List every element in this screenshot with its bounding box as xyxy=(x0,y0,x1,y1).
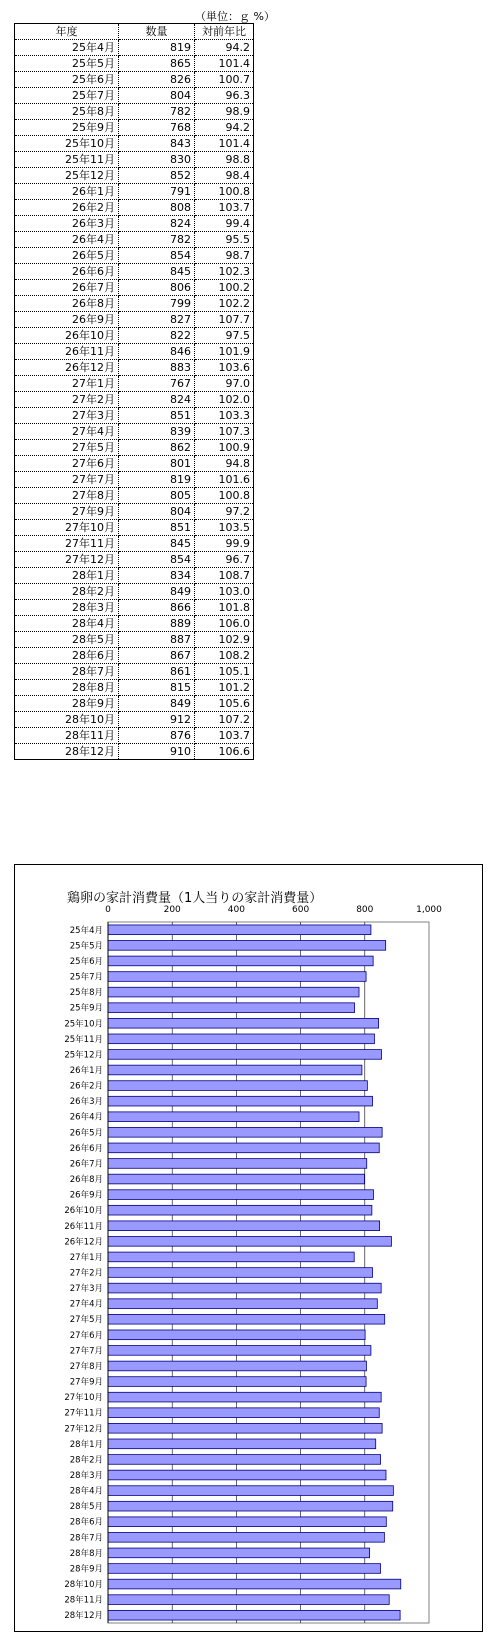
cell-yoy: 98.8 xyxy=(195,152,254,168)
category-label: 27年9月 xyxy=(69,1377,103,1388)
cell-yoy: 105.6 xyxy=(195,696,254,712)
bar xyxy=(108,1455,381,1465)
table-row xyxy=(15,296,254,312)
cell-period: 25年8月 xyxy=(15,104,119,120)
table-row xyxy=(15,520,254,536)
cell-quantity: 876 xyxy=(119,728,195,744)
category-label: 25年10月 xyxy=(64,1019,103,1030)
cell-quantity: 866 xyxy=(119,600,195,616)
category-label: 26年3月 xyxy=(69,1097,103,1108)
cell-yoy: 101.2 xyxy=(195,680,254,696)
cell-yoy: 100.9 xyxy=(195,440,254,456)
cell-quantity: 839 xyxy=(119,424,195,440)
category-label: 27年5月 xyxy=(69,1315,103,1326)
bar xyxy=(108,1439,376,1449)
cell-yoy: 98.9 xyxy=(195,104,254,120)
table-row xyxy=(15,328,254,344)
cell-quantity: 805 xyxy=(119,488,195,504)
bar xyxy=(108,1579,401,1589)
cell-period: 25年11月 xyxy=(15,152,119,168)
x-tick-label: 600 xyxy=(292,905,310,915)
table-row xyxy=(15,552,254,568)
table-row xyxy=(15,616,254,632)
table-row xyxy=(15,40,254,56)
cell-yoy: 100.7 xyxy=(195,72,254,88)
cell-quantity: 867 xyxy=(119,648,195,664)
cell-period: 25年4月 xyxy=(15,40,119,56)
cell-quantity: 806 xyxy=(119,280,195,296)
cell-period: 25年5月 xyxy=(15,56,119,72)
cell-yoy: 102.0 xyxy=(195,392,254,408)
cell-quantity: 815 xyxy=(119,680,195,696)
bar xyxy=(108,1610,400,1620)
cell-yoy: 103.7 xyxy=(195,728,254,744)
bar xyxy=(108,1003,355,1013)
cell-period: 28年3月 xyxy=(15,600,119,616)
category-label: 27年7月 xyxy=(69,1346,103,1357)
cell-quantity: 861 xyxy=(119,664,195,680)
table-row xyxy=(15,216,254,232)
table-row xyxy=(15,72,254,88)
bar xyxy=(108,1517,386,1527)
category-label: 27年6月 xyxy=(69,1330,103,1341)
cell-yoy: 103.6 xyxy=(195,360,254,376)
category-label: 27年1月 xyxy=(69,1252,103,1263)
bar xyxy=(108,1252,354,1262)
bar xyxy=(108,1096,373,1106)
cell-quantity: 910 xyxy=(119,744,195,760)
bar xyxy=(108,987,359,997)
cell-yoy: 101.4 xyxy=(195,56,254,72)
cell-yoy: 97.2 xyxy=(195,504,254,520)
category-label: 28年7月 xyxy=(69,1533,103,1544)
cell-yoy: 101.6 xyxy=(195,472,254,488)
cell-yoy: 98.7 xyxy=(195,248,254,264)
bar xyxy=(108,1205,372,1215)
cell-period: 26年8月 xyxy=(15,296,119,312)
cell-quantity: 851 xyxy=(119,408,195,424)
bar xyxy=(108,1174,364,1184)
table-row xyxy=(15,120,254,136)
cell-yoy: 106.0 xyxy=(195,616,254,632)
category-label: 27年8月 xyxy=(69,1361,103,1372)
cell-quantity: 808 xyxy=(119,200,195,216)
table-row xyxy=(15,568,254,584)
bar xyxy=(108,972,366,982)
cell-quantity: 851 xyxy=(119,520,195,536)
category-label: 25年6月 xyxy=(69,956,103,967)
table-row xyxy=(15,56,254,72)
category-label: 26年7月 xyxy=(69,1159,103,1170)
bar xyxy=(108,1283,381,1293)
category-label: 28年1月 xyxy=(69,1439,103,1450)
category-label: 26年1月 xyxy=(69,1065,103,1076)
table-row xyxy=(15,312,254,328)
cell-period: 26年1月 xyxy=(15,184,119,200)
table-row xyxy=(15,648,254,664)
bar xyxy=(108,925,371,935)
table-row xyxy=(15,408,254,424)
bar xyxy=(108,956,373,966)
cell-period: 27年6月 xyxy=(15,456,119,472)
cell-yoy: 96.7 xyxy=(195,552,254,568)
category-label: 28年4月 xyxy=(69,1486,103,1497)
table-row xyxy=(15,232,254,248)
cell-yoy: 103.7 xyxy=(195,200,254,216)
cell-period: 25年7月 xyxy=(15,88,119,104)
cell-quantity: 824 xyxy=(119,392,195,408)
cell-period: 28年10月 xyxy=(15,712,119,728)
cell-quantity: 849 xyxy=(119,584,195,600)
bar xyxy=(108,1221,380,1231)
cell-yoy: 108.7 xyxy=(195,568,254,584)
cell-period: 25年12月 xyxy=(15,168,119,184)
table-row xyxy=(15,376,254,392)
cell-yoy: 107.7 xyxy=(195,312,254,328)
table-row xyxy=(15,696,254,712)
category-label: 25年11月 xyxy=(64,1034,103,1045)
bar xyxy=(108,1112,359,1122)
cell-period: 27年8月 xyxy=(15,488,119,504)
category-label: 26年4月 xyxy=(69,1112,103,1123)
bar xyxy=(108,1314,385,1324)
cell-period: 27年9月 xyxy=(15,504,119,520)
cell-period: 26年4月 xyxy=(15,232,119,248)
chart-title: 鶏卵の家計消費量（1人当りの家計消費量） xyxy=(67,891,323,906)
cell-yoy: 100.8 xyxy=(195,488,254,504)
cell-period: 25年10月 xyxy=(15,136,119,152)
cell-period: 27年7月 xyxy=(15,472,119,488)
category-label: 25年9月 xyxy=(69,1003,103,1014)
cell-period: 28年7月 xyxy=(15,664,119,680)
bar-chart xyxy=(15,865,484,1633)
category-label: 28年6月 xyxy=(69,1517,103,1528)
cell-quantity: 799 xyxy=(119,296,195,312)
category-label: 26年10月 xyxy=(64,1206,103,1217)
bar xyxy=(108,1050,381,1060)
category-label: 28年12月 xyxy=(64,1611,103,1622)
cell-quantity: 819 xyxy=(119,472,195,488)
bar xyxy=(108,1143,379,1153)
column-header-quantity: 数量 xyxy=(119,24,195,40)
bar xyxy=(108,1159,367,1169)
category-label: 25年7月 xyxy=(69,972,103,983)
table-row xyxy=(15,248,254,264)
cell-yoy: 99.4 xyxy=(195,216,254,232)
category-label: 28年10月 xyxy=(64,1580,103,1591)
bar xyxy=(108,1018,379,1028)
table-row xyxy=(15,104,254,120)
cell-yoy: 103.3 xyxy=(195,408,254,424)
cell-yoy: 99.9 xyxy=(195,536,254,552)
table-row xyxy=(15,168,254,184)
bar xyxy=(108,1423,382,1433)
column-header-period: 年度 xyxy=(15,24,119,40)
category-label: 25年4月 xyxy=(69,925,103,936)
bar xyxy=(108,1190,373,1200)
category-label: 25年8月 xyxy=(69,988,103,999)
cell-period: 28年5月 xyxy=(15,632,119,648)
cell-quantity: 791 xyxy=(119,184,195,200)
category-label: 26年2月 xyxy=(69,1081,103,1092)
bar xyxy=(108,1470,386,1480)
cell-yoy: 98.4 xyxy=(195,168,254,184)
category-label: 26年5月 xyxy=(69,1128,103,1139)
cell-yoy: 101.9 xyxy=(195,344,254,360)
cell-period: 26年12月 xyxy=(15,360,119,376)
cell-quantity: 887 xyxy=(119,632,195,648)
cell-quantity: 849 xyxy=(119,696,195,712)
cell-period: 26年9月 xyxy=(15,312,119,328)
cell-quantity: 826 xyxy=(119,72,195,88)
table-row xyxy=(15,344,254,360)
cell-period: 28年12月 xyxy=(15,744,119,760)
table-row xyxy=(15,584,254,600)
bar xyxy=(108,1532,384,1542)
category-label: 27年12月 xyxy=(64,1424,103,1435)
cell-yoy: 94.2 xyxy=(195,120,254,136)
bar xyxy=(108,1361,366,1371)
table-row xyxy=(15,360,254,376)
cell-yoy: 103.0 xyxy=(195,584,254,600)
cell-quantity: 912 xyxy=(119,712,195,728)
cell-yoy: 108.2 xyxy=(195,648,254,664)
category-label: 27年4月 xyxy=(69,1299,103,1310)
bar xyxy=(108,1548,370,1558)
category-label: 28年9月 xyxy=(69,1564,103,1575)
table-row xyxy=(15,152,254,168)
cell-period: 25年9月 xyxy=(15,120,119,136)
x-tick-label: 400 xyxy=(227,905,245,915)
cell-quantity: 843 xyxy=(119,136,195,152)
cell-period: 26年3月 xyxy=(15,216,119,232)
category-label: 27年11月 xyxy=(64,1408,103,1419)
bar xyxy=(108,1034,374,1044)
table-row xyxy=(15,456,254,472)
table-header-row xyxy=(15,24,254,40)
bar xyxy=(108,1408,379,1418)
x-tick-label: 1,000 xyxy=(416,905,442,915)
category-label: 28年11月 xyxy=(64,1595,103,1606)
bar xyxy=(108,1377,366,1387)
bar xyxy=(108,1237,391,1247)
category-label: 28年5月 xyxy=(69,1502,103,1513)
bar xyxy=(108,1564,381,1574)
cell-yoy: 106.6 xyxy=(195,744,254,760)
cell-yoy: 107.2 xyxy=(195,712,254,728)
table-row xyxy=(15,136,254,152)
table-row xyxy=(15,488,254,504)
cell-period: 26年2月 xyxy=(15,200,119,216)
bar xyxy=(108,1392,381,1402)
table-row xyxy=(15,744,254,760)
cell-period: 26年7月 xyxy=(15,280,119,296)
column-header-yoy: 対前年比 xyxy=(195,24,254,40)
cell-yoy: 100.2 xyxy=(195,280,254,296)
table-row xyxy=(15,88,254,104)
bar xyxy=(108,1501,393,1511)
cell-quantity: 834 xyxy=(119,568,195,584)
cell-quantity: 854 xyxy=(119,552,195,568)
bar xyxy=(108,1127,382,1137)
cell-period: 27年2月 xyxy=(15,392,119,408)
cell-quantity: 822 xyxy=(119,328,195,344)
x-tick-label: 800 xyxy=(356,905,374,915)
table-row xyxy=(15,536,254,552)
cell-period: 26年10月 xyxy=(15,328,119,344)
table-row xyxy=(15,200,254,216)
cell-period: 26年6月 xyxy=(15,264,119,280)
cell-period: 28年2月 xyxy=(15,584,119,600)
bar xyxy=(108,1330,365,1340)
cell-period: 27年10月 xyxy=(15,520,119,536)
category-label: 28年2月 xyxy=(69,1455,103,1466)
cell-period: 27年1月 xyxy=(15,376,119,392)
cell-yoy: 97.5 xyxy=(195,328,254,344)
cell-period: 28年1月 xyxy=(15,568,119,584)
cell-quantity: 824 xyxy=(119,216,195,232)
category-label: 27年2月 xyxy=(69,1268,103,1279)
cell-period: 27年3月 xyxy=(15,408,119,424)
cell-quantity: 846 xyxy=(119,344,195,360)
cell-period: 25年6月 xyxy=(15,72,119,88)
table-row xyxy=(15,728,254,744)
category-label: 26年11月 xyxy=(64,1221,103,1232)
chart-area xyxy=(14,864,483,1632)
bar xyxy=(108,1346,371,1356)
cell-period: 27年11月 xyxy=(15,536,119,552)
cell-quantity: 801 xyxy=(119,456,195,472)
cell-quantity: 852 xyxy=(119,168,195,184)
table-row xyxy=(15,184,254,200)
bar xyxy=(108,1595,389,1605)
cell-yoy: 102.2 xyxy=(195,296,254,312)
table-row xyxy=(15,664,254,680)
table-row xyxy=(15,504,254,520)
table-row xyxy=(15,280,254,296)
cell-yoy: 100.8 xyxy=(195,184,254,200)
table-row xyxy=(15,424,254,440)
cell-quantity: 767 xyxy=(119,376,195,392)
cell-quantity: 782 xyxy=(119,232,195,248)
cell-quantity: 830 xyxy=(119,152,195,168)
x-tick-label: 200 xyxy=(163,905,181,915)
table-row xyxy=(15,472,254,488)
category-label: 26年6月 xyxy=(69,1143,103,1154)
cell-quantity: 804 xyxy=(119,88,195,104)
table-row xyxy=(15,632,254,648)
cell-period: 28年8月 xyxy=(15,680,119,696)
cell-yoy: 103.5 xyxy=(195,520,254,536)
cell-yoy: 94.8 xyxy=(195,456,254,472)
cell-yoy: 95.5 xyxy=(195,232,254,248)
cell-quantity: 865 xyxy=(119,56,195,72)
cell-quantity: 854 xyxy=(119,248,195,264)
cell-period: 27年12月 xyxy=(15,552,119,568)
cell-period: 28年4月 xyxy=(15,616,119,632)
table-row xyxy=(15,392,254,408)
cell-quantity: 883 xyxy=(119,360,195,376)
category-label: 25年12月 xyxy=(64,1050,103,1061)
cell-yoy: 101.8 xyxy=(195,600,254,616)
cell-period: 28年11月 xyxy=(15,728,119,744)
data-table xyxy=(14,23,254,760)
cell-quantity: 819 xyxy=(119,40,195,56)
table-row xyxy=(15,600,254,616)
cell-quantity: 845 xyxy=(119,264,195,280)
bar xyxy=(108,1268,373,1278)
cell-quantity: 804 xyxy=(119,504,195,520)
cell-yoy: 102.9 xyxy=(195,632,254,648)
bar xyxy=(108,1065,362,1075)
category-label: 26年8月 xyxy=(69,1175,103,1186)
cell-period: 28年6月 xyxy=(15,648,119,664)
category-label: 27年10月 xyxy=(64,1393,103,1404)
category-label: 28年8月 xyxy=(69,1548,103,1559)
cell-period: 27年4月 xyxy=(15,424,119,440)
cell-quantity: 889 xyxy=(119,616,195,632)
cell-quantity: 845 xyxy=(119,536,195,552)
cell-period: 28年9月 xyxy=(15,696,119,712)
cell-quantity: 768 xyxy=(119,120,195,136)
cell-quantity: 862 xyxy=(119,440,195,456)
cell-quantity: 782 xyxy=(119,104,195,120)
cell-yoy: 105.1 xyxy=(195,664,254,680)
bar xyxy=(108,1486,393,1496)
table-row xyxy=(15,680,254,696)
table-row xyxy=(15,440,254,456)
bar xyxy=(108,1081,367,1091)
x-tick-label: 0 xyxy=(105,905,111,915)
category-label: 25年5月 xyxy=(69,941,103,952)
table-row xyxy=(15,264,254,280)
bar xyxy=(108,941,386,951)
unit-label: （単位：ｇ %） xyxy=(195,10,275,23)
cell-period: 26年11月 xyxy=(15,344,119,360)
cell-yoy: 102.3 xyxy=(195,264,254,280)
category-label: 26年9月 xyxy=(69,1190,103,1201)
cell-yoy: 101.4 xyxy=(195,136,254,152)
cell-quantity: 827 xyxy=(119,312,195,328)
cell-yoy: 94.2 xyxy=(195,40,254,56)
category-label: 28年3月 xyxy=(69,1471,103,1482)
table-row xyxy=(15,712,254,728)
cell-yoy: 96.3 xyxy=(195,88,254,104)
cell-yoy: 107.3 xyxy=(195,424,254,440)
cell-yoy: 97.0 xyxy=(195,376,254,392)
category-label: 26年12月 xyxy=(64,1237,103,1248)
bar xyxy=(108,1299,377,1309)
cell-period: 26年5月 xyxy=(15,248,119,264)
cell-period: 27年5月 xyxy=(15,440,119,456)
category-label: 27年3月 xyxy=(69,1284,103,1295)
